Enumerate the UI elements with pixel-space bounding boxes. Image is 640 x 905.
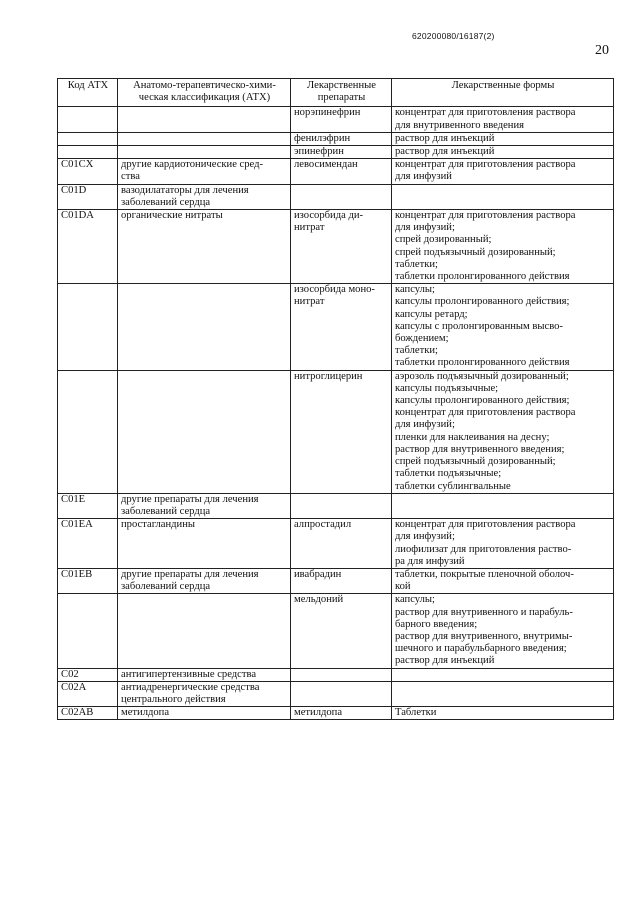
table-row [58,519,614,569]
cell-line: фенилэфрин [294,132,351,144]
cell-line: бождением; [395,333,449,345]
cell-atc-classification [118,107,291,132]
cell-line: антигипертензивные средства [121,668,257,680]
cell-drug [291,159,392,184]
table-row [58,493,614,518]
cell-line: капсулы подъязычные; [395,382,499,394]
cell-line: C02 [61,668,79,680]
cell-line: спрей подъязычный дозированный; [395,246,556,258]
cell-dosage-forms [392,519,614,569]
cell-line: левосимендан [294,159,358,171]
cell-dosage-forms [392,132,614,145]
cell-line: для внутривенного введения [395,119,525,131]
cell-line: другие кардиотонические сред- [121,159,264,171]
cell-line: изосорбида ди- [294,210,364,222]
cell-dosage-forms [392,370,614,493]
cell-line: концентрат для приготовления раствора [395,159,576,171]
cell-line: спрей дозированный; [395,234,492,246]
cell-dosage-forms [392,146,614,159]
cell-atc-classification [118,594,291,668]
cell-drug [291,210,392,284]
cell-dosage-forms [392,681,614,706]
cell-line: C01EA [61,519,93,531]
cell-drug [291,681,392,706]
cell-line: пленки для наклеивания на десну; [395,431,550,443]
cell-line: эпинефрин [294,146,344,158]
cell-atc-code [58,370,118,493]
cell-line: таблетки пролонгированного действия [395,357,570,369]
cell-line: барного введения; [395,618,478,630]
column-header-atc-classification [118,79,291,107]
cell-line: концентрат для приготовления раствора [395,107,576,119]
cell-atc-code [58,519,118,569]
table-row [58,184,614,209]
cell-line: концентрат для приготовления раствора [395,407,576,419]
cell-atc-classification [118,519,291,569]
table-row [58,210,614,284]
cell-line: концентрат для приготовления раствора [395,519,576,531]
cell-line: таблетки; [395,345,438,357]
cell-line: кой [395,581,411,593]
cell-line: капсулы; [395,284,435,296]
cell-atc-code [58,132,118,145]
cell-drug [291,107,392,132]
table-row [58,568,614,593]
header-line: Код АТХ [67,80,109,91]
cell-atc-classification [118,132,291,145]
cell-line: другие препараты для лечения [121,493,259,505]
cell-atc-classification [118,284,291,370]
cell-drug [291,132,392,145]
column-header-drugs [291,79,392,107]
cell-atc-code [58,568,118,593]
cell-line: заболеваний сердца [121,196,211,208]
cell-line: алпростадил [294,519,352,531]
cell-line: капсулы с пролонгированным высво- [395,320,563,332]
cell-line: капсулы; [395,594,435,606]
cell-line: таблетки, покрытые пленочной оболоч- [395,568,574,580]
cell-atc-code [58,107,118,132]
cell-line: капсулы ретард; [395,308,468,320]
cell-line: органические нитраты [121,210,223,222]
document-id: 620200080/16187(2) [412,31,495,41]
cell-atc-classification [118,493,291,518]
cell-atc-code [58,184,118,209]
table-body [58,107,614,720]
cell-atc-code [58,493,118,518]
cell-atc-classification [118,370,291,493]
cell-line: спрей подъязычный дозированный; [395,456,556,468]
cell-atc-code [58,668,118,681]
cell-line: таблетки подъязычные; [395,468,502,480]
cell-line: изосорбида моно- [294,284,375,296]
cell-atc-classification [118,681,291,706]
cell-atc-code [58,284,118,370]
cell-line: для инфузий; [395,222,455,234]
cell-drug [291,184,392,209]
cell-atc-code [58,146,118,159]
cell-line: для инфузий [395,171,452,183]
cell-drug [291,519,392,569]
cell-line: норэпинефрин [294,107,361,119]
cell-dosage-forms [392,184,614,209]
cell-dosage-forms [392,568,614,593]
cell-atc-code [58,707,118,720]
cell-line: метилдопа [121,707,170,719]
header-line: Лекарственные формы [451,80,555,91]
header-line: ческая классификация (АТХ) [138,92,271,104]
cell-line: раствор для инъекций [395,655,495,667]
atc-drug-table [57,78,614,720]
cell-line: C01DA [61,210,94,222]
cell-dosage-forms [392,210,614,284]
cell-line: ра для инфузий [395,555,465,567]
table-row [58,594,614,668]
cell-line: метилдопа [294,707,343,719]
cell-line: раствор для внутривенного введения; [395,443,565,455]
cell-line: капсулы пролонгированного действия; [395,296,570,308]
cell-line: таблетки сублингвальные [395,480,511,492]
cell-line: нитрат [294,296,325,308]
page-number: 20 [595,43,609,58]
cell-line: нитрат [294,222,325,234]
header-line: Лекарственные [307,80,376,91]
table-row [58,707,614,720]
cell-line: C01EB [61,568,93,580]
cell-line: заболеваний сердца [121,505,211,517]
cell-line: мельдоний [294,594,344,606]
cell-atc-classification [118,184,291,209]
cell-line: раствор для инъекций [395,146,495,158]
cell-line: C01CX [61,159,94,171]
table-row [58,107,614,132]
cell-drug [291,493,392,518]
cell-atc-code [58,210,118,284]
cell-dosage-forms [392,284,614,370]
cell-line: другие препараты для лечения [121,568,259,580]
table-row [58,146,614,159]
cell-line: таблетки; [395,258,438,270]
cell-line: раствор для внутривенного и парабуль- [395,606,573,618]
cell-line: капсулы пролонгированного действия; [395,395,570,407]
cell-line: раствор для внутривенного, внутримы- [395,630,573,642]
column-header-atc-code [58,79,118,107]
cell-line: лиофилизат для приготовления раство- [395,543,572,555]
cell-line: ства [121,171,140,183]
table-row [58,370,614,493]
cell-dosage-forms [392,107,614,132]
cell-dosage-forms [392,159,614,184]
cell-line: заболеваний сердца [121,581,211,593]
cell-atc-code [58,594,118,668]
cell-line: нитроглицерин [294,370,363,382]
cell-line: простагландины [121,519,196,531]
cell-dosage-forms [392,707,614,720]
cell-drug [291,594,392,668]
cell-line: вазодилататоры для лечения [121,184,249,196]
cell-line: центрального действия [121,693,226,705]
table-header-row [58,79,614,107]
cell-dosage-forms [392,493,614,518]
table-row [58,132,614,145]
cell-line: C01E [61,493,86,505]
table-row [58,668,614,681]
cell-atc-code [58,681,118,706]
cell-atc-code [58,159,118,184]
cell-line: аэрозоль подъязычный дозированный; [395,370,569,382]
cell-drug [291,284,392,370]
cell-drug [291,668,392,681]
cell-line: C01D [61,184,87,196]
cell-drug [291,370,392,493]
cell-drug [291,146,392,159]
cell-atc-classification [118,707,291,720]
cell-drug [291,707,392,720]
header-line: Анатомо-терапевтическо-хими- [133,80,276,91]
cell-line: Таблетки [395,707,437,719]
header-line: препараты [317,92,366,104]
table-row [58,284,614,370]
cell-line: раствор для инъекций [395,132,495,144]
cell-line: шечного и парабульбарного введения; [395,643,567,655]
cell-line: C02AB [61,707,94,719]
cell-line: концентрат для приготовления раствора [395,210,576,222]
cell-atc-classification [118,668,291,681]
cell-line: для инфузий; [395,419,455,431]
cell-line: для инфузий; [395,531,455,543]
cell-atc-classification [118,146,291,159]
cell-line: антиадренергические средства [121,681,260,693]
cell-atc-classification [118,210,291,284]
table-row [58,681,614,706]
cell-dosage-forms [392,668,614,681]
cell-dosage-forms [392,594,614,668]
cell-atc-classification [118,159,291,184]
cell-line: C02A [61,681,87,693]
column-header-dosage-forms [392,79,614,107]
cell-atc-classification [118,568,291,593]
cell-line: ивабрадин [294,568,342,580]
cell-drug [291,568,392,593]
cell-line: таблетки пролонгированного действия [395,271,570,283]
table-row [58,159,614,184]
